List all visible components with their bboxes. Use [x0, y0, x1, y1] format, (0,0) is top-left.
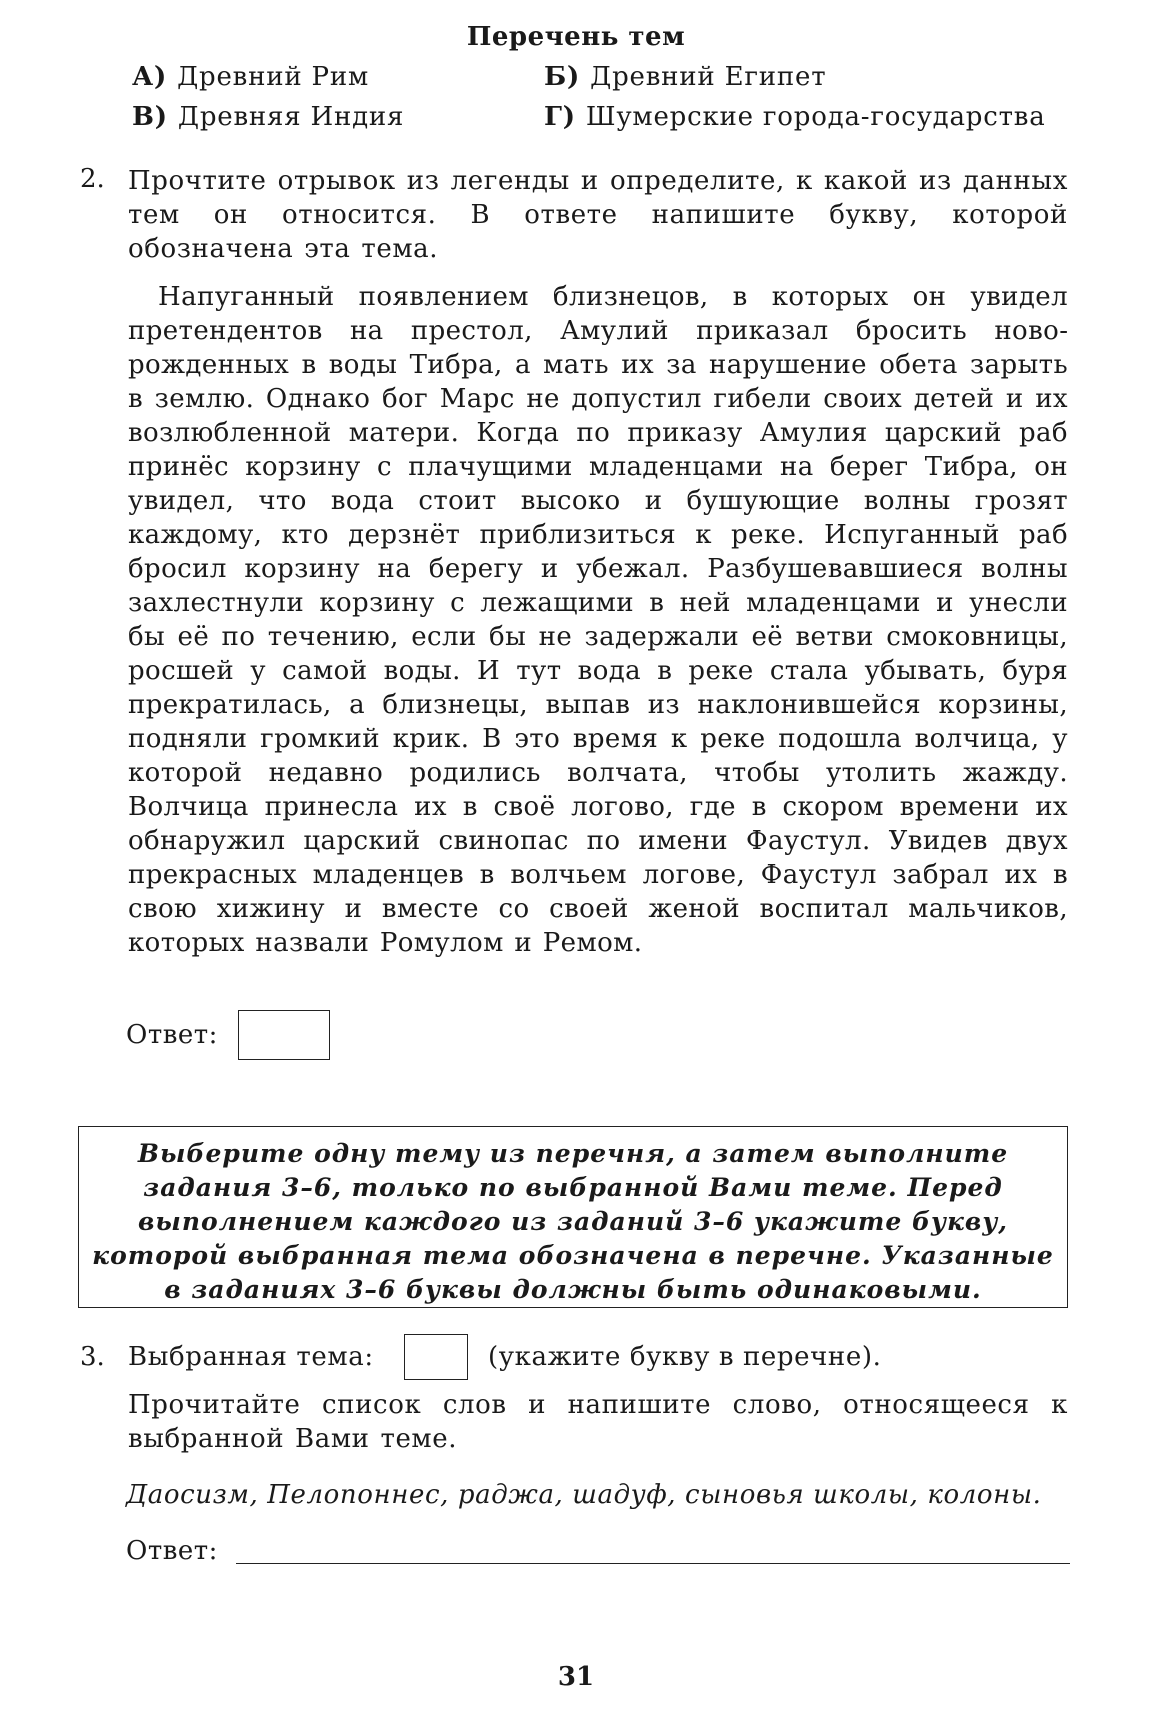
task3-answer-label: Ответ:	[126, 1536, 218, 1566]
task2-legend-text: Напуганный появлением близнецов, в которых он увидел претендентов на престол, Амулий приказал бросить новорожденных в воды Тибра, а мать их за нарушение обета зарыть в землю. Однако бог Марс не допустил гибели своих детей и их возлюбленной матери. Когда по приказу Амулия царский раб принёс корзину с плачущими младенцами на берег Тибра, он увидел, что вода стоит высоко и бушующие волны грозят каждому, кто дерзнёт приблизиться к реке. Испуганный раб бросил корзину на берегу и убежал. Разбушевавшиеся волны захлестнули корзину с лежащими в ней младенцами и унесли бы её по течению, если бы не задержали её ветви смоковницы, росшей у самой воды. И тут вода в реке стала убывать, буря прекратилась, а близнецы, выпав из наклонившейся корзины, подняли громкий крик. В это время к реке подошла волчица, у которой недавно родились волчата, чтобы утолить жажду. Волчица принесла их в своё логово, где в скором времени их обнаружил царский свинопас по имени Фаустул. Увидев двух прекрасных младенцев в волчьем логове, Фаустул забрал их в свою хижину и вместе со своей женой воспитал мальчиков, которых назвали Ромулом и Ремом.	[128, 282, 1068, 958]
instruction-line: которой выбранная тема обозначена в перечне. Указанные	[92, 1241, 1054, 1270]
topic-letter: Г)	[544, 102, 576, 132]
instruction-line: Выберите одну тему из перечня, а затем выполните	[137, 1139, 1009, 1168]
instruction-line: в заданиях 3–6 буквы должны быть одинаковыми.	[164, 1275, 982, 1304]
topic-item-b	[544, 62, 826, 92]
task3-number: 3.	[80, 1342, 105, 1372]
instruction-line: задания 3–6, только по выбранной Вами теме. Перед	[143, 1173, 1003, 1202]
task2-answer-box[interactable]	[238, 1010, 330, 1060]
topic-item-a	[132, 62, 369, 92]
task3-word-list: Даосизм, Пелопоннес, раджа, шадуф, сыновья школы, колоны.	[126, 1480, 1042, 1510]
topic-letter: Б)	[544, 62, 581, 92]
instruction-line: выполнением каждого из заданий 3–6 укажите букву,	[138, 1207, 1008, 1236]
topic-item-g	[544, 102, 1046, 132]
instruction-box	[78, 1126, 1068, 1308]
topic-item-v	[132, 102, 404, 132]
page-number: 31	[557, 1662, 595, 1692]
topic-name: Древний Рим	[177, 62, 369, 92]
task3-instruction: Прочитайте список слов и напишите слово, относящееся к выбранной Вами теме.	[128, 1390, 1068, 1454]
topic-letter: В)	[132, 102, 168, 132]
task3-chosen-topic-label: Выбранная тема:	[128, 1342, 374, 1372]
topic-letter: А)	[132, 62, 168, 92]
task3-chosen-topic-hint: (укажите букву в перечне).	[488, 1342, 882, 1372]
topic-name: Древняя Индия	[177, 102, 405, 132]
task2-number: 2.	[80, 164, 105, 194]
task3-topic-letter-box[interactable]	[404, 1334, 468, 1380]
task2-answer-label: Ответ:	[126, 1020, 218, 1050]
topic-name: Шумерские города-государства	[585, 102, 1046, 132]
task2-question: Прочтите отрывок из легенды и определите, к какой из данных тем он относится. В ответе напишите букву, которой обозначена эта тема.	[128, 166, 1068, 264]
task3-answer-line[interactable]	[236, 1563, 1070, 1564]
topic-name: Древний Египет	[590, 62, 827, 92]
topics-list-title: Перечень тем	[466, 22, 686, 52]
